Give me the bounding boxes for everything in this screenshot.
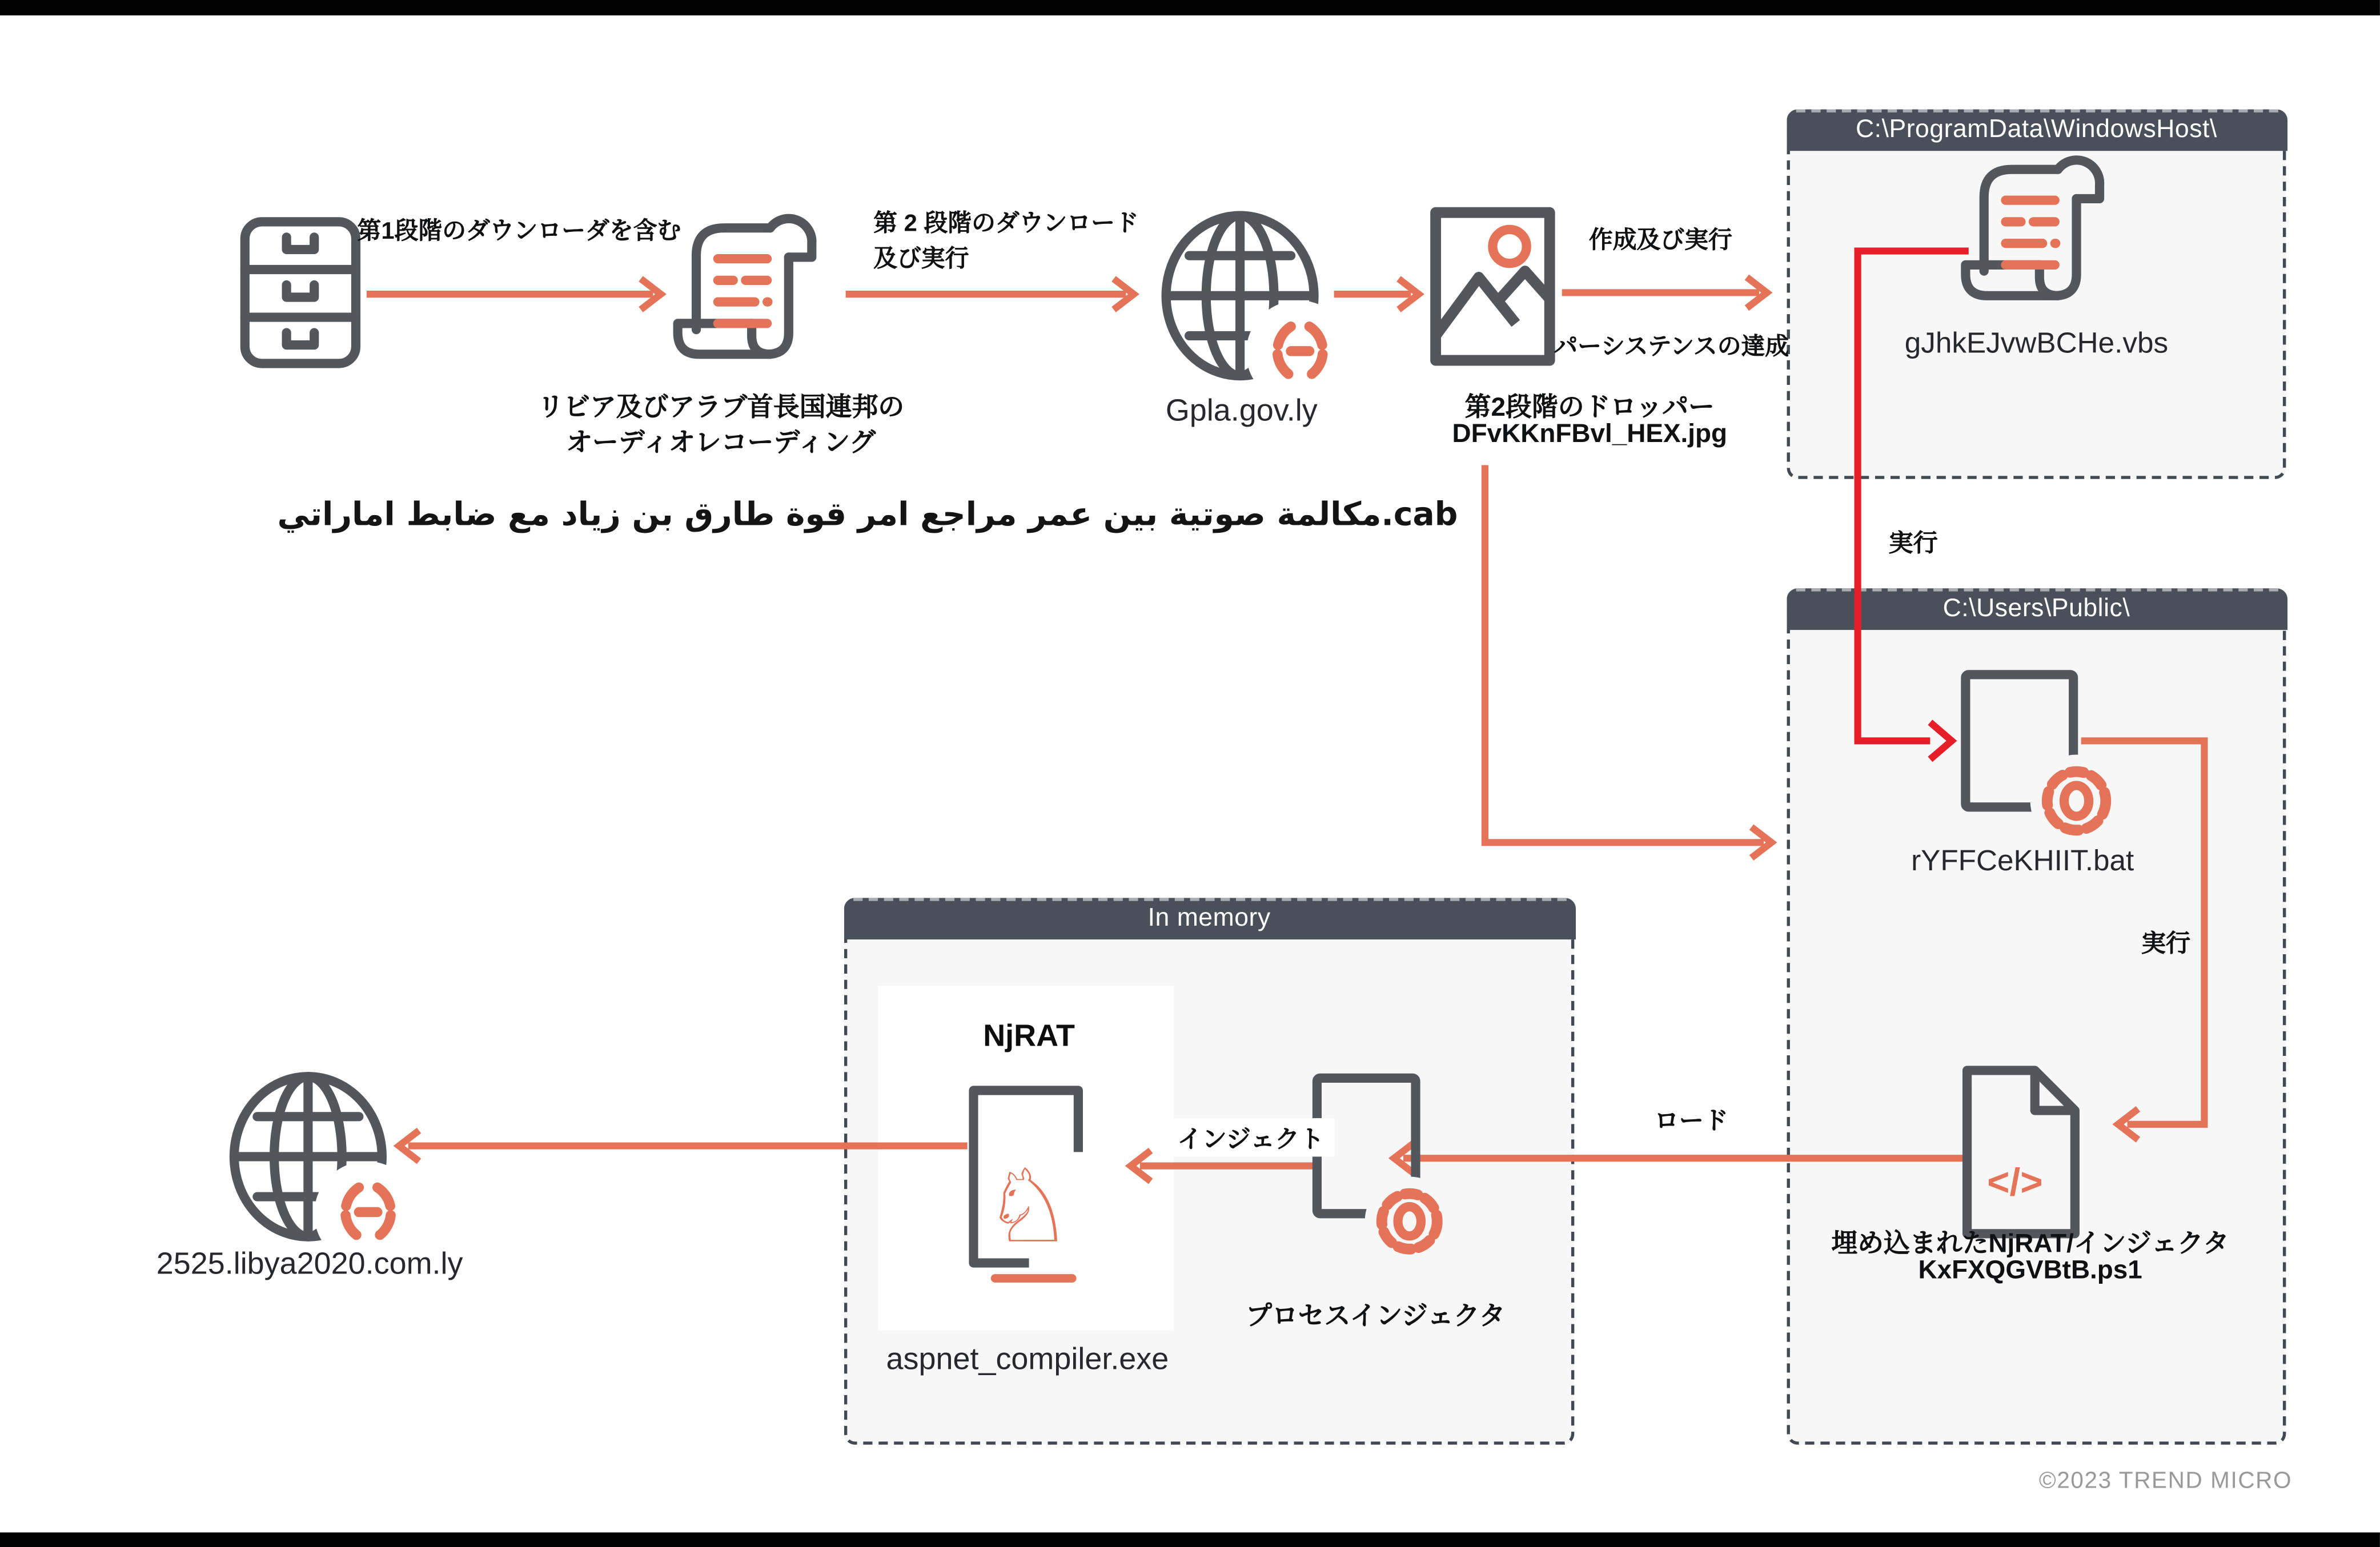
- label-process-injector: プロセスインジェクタ: [1246, 1301, 1506, 1331]
- label-execute-2: 実行: [2141, 931, 2191, 958]
- label-stage1-contains: 第1段階のダウンローダを含む: [357, 218, 681, 245]
- label-dropper-name-1: 第2段階のドロッパー: [1464, 392, 1715, 422]
- users-public-path: C:\Users\Public\: [1942, 593, 2130, 622]
- in-memory-title: In memory: [1147, 903, 1271, 931]
- label-dropper-name-2: DFvKKnFBvl_HEX.jpg: [1452, 419, 1728, 448]
- vbs-scroll-icon: [1950, 151, 2122, 314]
- label-aspnet-compiler: aspnet_compiler.exe: [886, 1343, 1169, 1377]
- label-gpla-domain: Gpla.gov.ly: [1165, 394, 1318, 428]
- dropper-image-icon: [1430, 206, 1556, 366]
- label-arabic-cab-filename: مكالمة صوتية بين عمر مراجع امر قوة طارق بن زياد مع ضابط اماراتي.cab: [277, 496, 1458, 533]
- c2-globe-icon: [223, 1070, 399, 1243]
- gpla-globe-icon: [1155, 210, 1331, 382]
- label-audio-name-1: リビア及びアラブ首長国連邦の: [537, 392, 905, 422]
- label-ps1-name: 埋め込まれたNjRAT/インジェクタ: [1831, 1229, 2229, 1259]
- label-vbs-file: gJhkEJvwBCHe.vbs: [1904, 328, 2169, 361]
- programdata-path: C:\ProgramData\WindowsHost\: [1856, 114, 2217, 143]
- code-glyph: </>: [1987, 1160, 2043, 1204]
- arrow-vbs-execute: [1858, 251, 1969, 741]
- copyright-footer: ©2023 TREND MICRO: [2038, 1468, 2293, 1494]
- process-injector-icon: [1309, 1072, 1466, 1272]
- audio-recording-scroll-icon: [663, 210, 835, 373]
- label-inject: インジェクト: [1167, 1118, 1335, 1156]
- label-persistence: パーシステンスの達成: [1554, 334, 1789, 361]
- horse-icon: ♘: [982, 1149, 1074, 1263]
- bat-file-gear-icon: [1958, 668, 2128, 856]
- label-audio-name-2: オーディオレコーディング: [566, 428, 876, 458]
- label-bat-file: rYFFCeKHIIT.bat: [1911, 845, 2134, 878]
- label-c2-domain: 2525.libya2020.com.ly: [156, 1247, 463, 1281]
- label-stage2-download-2: 及び実行: [873, 246, 969, 273]
- njrat-trojan-file-icon: [961, 1081, 1103, 1300]
- label-create-execute: 作成及び実行: [1588, 228, 1732, 255]
- label-njrat: NjRAT: [983, 1019, 1075, 1054]
- label-stage2-download-1: 第 2 段階のダウンロード: [873, 211, 1139, 238]
- label-load: ロード: [1654, 1108, 1729, 1135]
- label-ps1-file: KxFXQGVBtB.ps1: [1918, 1255, 2142, 1285]
- ps1-code-file-icon: [1958, 1061, 2084, 1243]
- arrow-dropper-to-users: [1485, 465, 1764, 842]
- archive-cabinet-icon: [239, 216, 362, 370]
- label-execute-1: 実行: [1888, 531, 1938, 558]
